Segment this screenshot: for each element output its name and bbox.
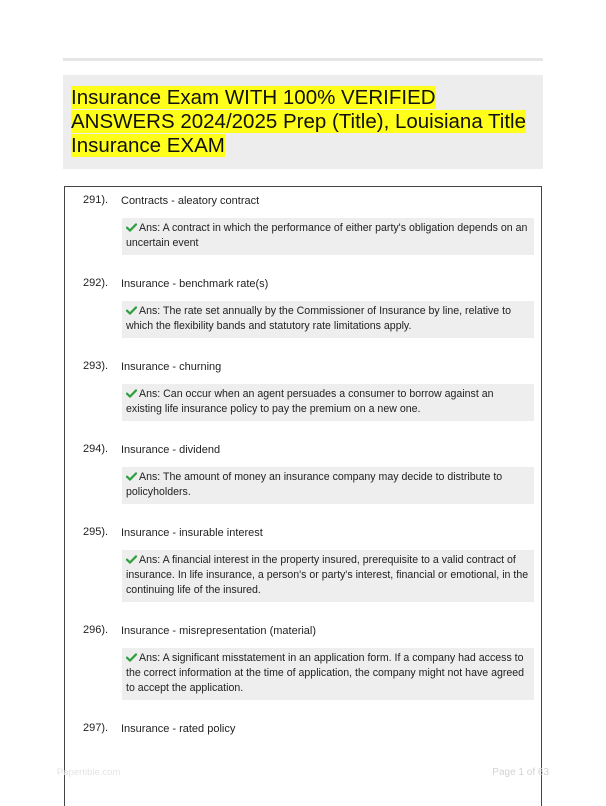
document-title [71, 86, 541, 158]
answer-prefix: Ans: [139, 222, 161, 234]
check-icon [126, 223, 137, 232]
question-text: Insurance - dividend [121, 444, 221, 456]
check-icon [126, 555, 137, 564]
answer-box [122, 648, 534, 700]
page-number: Page 1 of 63 [492, 767, 549, 778]
answer-box [122, 467, 534, 504]
answer-prefix: Ans: [139, 388, 161, 400]
question-number: 292). [83, 277, 109, 289]
answer-box [122, 218, 534, 255]
title-banner [63, 75, 543, 169]
answer-box [122, 550, 534, 602]
answer-prefix: Ans: [139, 652, 161, 664]
answer-box [122, 384, 534, 421]
answer-text: The amount of money an insurance company may decide to distribute to policyholders. [126, 471, 503, 498]
answer-text: A significant misstatement in an application form. If a company had access to the correct information at the time of application, the company might not have agreed to accept the application. [126, 652, 525, 694]
question-number: 296). [83, 624, 109, 636]
qa-list [64, 186, 542, 806]
answer-text: A contract in which the performance of either party's obligation depends on an uncertain event [126, 222, 528, 249]
answer-prefix: Ans: [139, 554, 161, 566]
check-icon [126, 472, 137, 481]
answer-prefix: Ans: [139, 305, 161, 317]
question-text: Insurance - benchmark rate(s) [121, 278, 269, 290]
answer-text: The rate set annually by the Commissioner of Insurance by line, relative to which the flexibility bands and statutory rate limitations apply. [126, 305, 511, 332]
check-icon [126, 306, 137, 315]
question-number: 291). [83, 194, 109, 206]
answer-box [122, 301, 534, 338]
question-text: Contracts - aleatory contract [121, 195, 260, 207]
question-text: Insurance - insurable interest [121, 527, 263, 539]
answer-text: Can occur when an agent persuades a consumer to borrow against an existing life insurance policy to pay the premium on a new one. [126, 388, 494, 415]
question-text: Insurance - churning [121, 361, 222, 373]
question-number: 297). [83, 722, 109, 734]
question-number: 294). [83, 443, 109, 455]
answer-text: A financial interest in the property insured, prerequisite to a valid contract of insurance. In life insurance, a person's or party's interest, financial or emotional, in the continuing life of the insured. [126, 554, 529, 596]
question-number: 293). [83, 360, 109, 372]
check-icon [126, 653, 137, 662]
footer-site: Papertible.com [57, 767, 121, 778]
question-text: Insurance - misrepresentation (material) [121, 625, 317, 637]
top-divider [63, 58, 543, 61]
answer-prefix: Ans: [139, 471, 161, 483]
question-text: Insurance - rated policy [121, 723, 236, 735]
title-highlight: Insurance Exam WITH 100% VERIFIED ANSWERS 2024/2025 Prep (Title), Louisiana Title Insurance EXAM [71, 86, 527, 157]
question-number: 295). [83, 526, 109, 538]
check-icon [126, 389, 137, 398]
